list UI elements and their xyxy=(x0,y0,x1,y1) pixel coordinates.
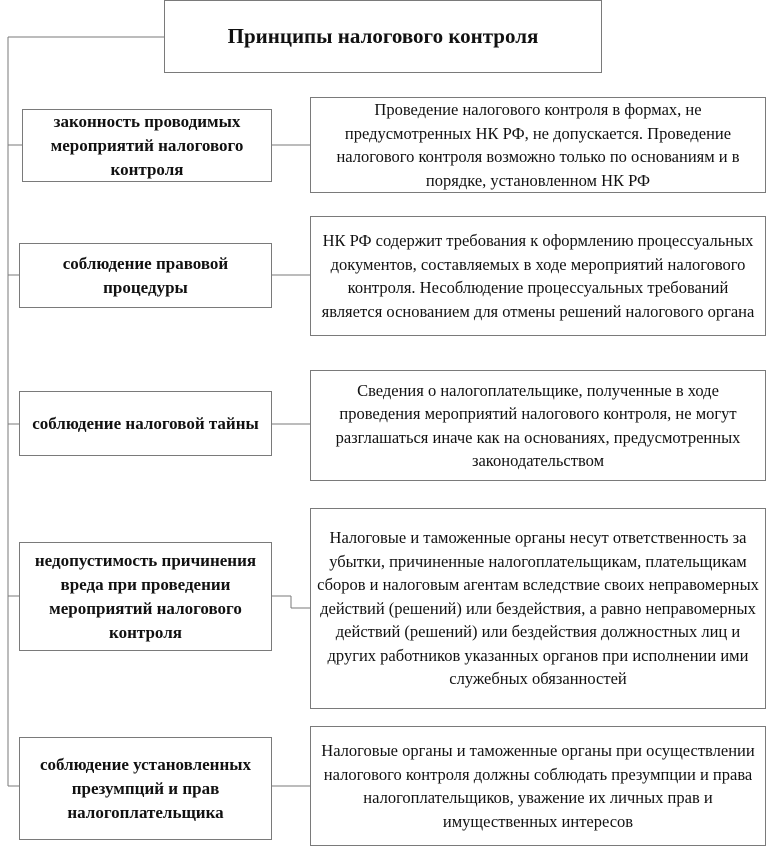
description-box-3: Сведения о налогоплательщике, полученные в ходе проведения мероприятий налогового контроля, не могут разглашаться иначе как на основаниях, предусмотренных законодательством xyxy=(310,370,766,481)
principle-box-3: соблюдение налоговой тайны xyxy=(19,391,272,456)
description-box-1: Проведение налогового контроля в формах, не предусмотренных НК РФ, не допускается. Проведение налогового контроля возможно только по основаниям и в порядке, установленном НК РФ xyxy=(310,97,766,193)
principle-box-1: законность проводимых мероприятий налогового контроля xyxy=(22,109,272,182)
principle-box-5: соблюдение установленных презумпций и прав налогоплательщика xyxy=(19,737,272,840)
description-box-4: Налоговые и таможенные органы несут ответственность за убытки, причиненные налогоплательщикам, плательщикам сборов и налоговым агентам вследствие своих неправомерных действий (решений) или бездействия, а равно неправомерных действий (решений) или бездействия должностных лиц и других работников указанных органов при исполнении ими служебных обязанностей xyxy=(310,508,766,709)
diagram-title: Принципы налогового контроля xyxy=(164,0,602,73)
principle-box-4: недопустимость причинения вреда при проведении мероприятий налогового контроля xyxy=(19,542,272,651)
principle-box-2: соблюдение правовой процедуры xyxy=(19,243,272,308)
description-box-5: Налоговые органы и таможенные органы при осуществлении налогового контроля должны соблюдать презумпции и права налогоплательщиков, уважение их личных прав и имущественных интересов xyxy=(310,726,766,846)
description-box-2: НК РФ содержит требования к оформлению процессуальных документов, составляемых в ходе мероприятий налогового контроля. Несоблюдение процессуальных требований является основанием для отмены решений налогового органа xyxy=(310,216,766,336)
